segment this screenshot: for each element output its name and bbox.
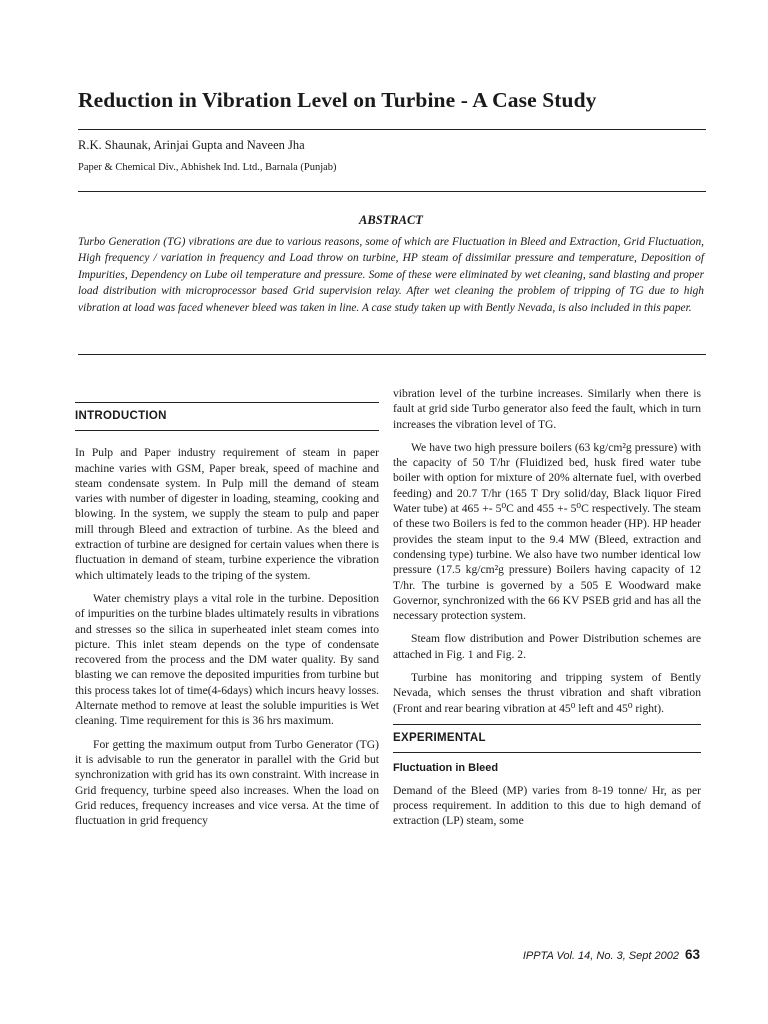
- author-list: R.K. Shaunak, Arinjai Gupta and Naveen Jha: [78, 138, 305, 152]
- body-paragraph: vibration level of the turbine increases. Similarly when there is fault at grid side Turbo generator also feed the fault, which in turn increases the vibration level of TG.: [393, 387, 701, 431]
- body-paragraph: Demand of the Bleed (MP) varies from 8-19 tonne/ Hr, as per process requirement. In addition to this due to high demand of extraction (LP) steam, some: [393, 783, 701, 828]
- body-paragraph: In Pulp and Paper industry requirement of steam in paper machine varies with GSM, Paper break, speed of machine and steam condensate system. In Pulp mill the demand of steam varies with number of digester in loading, steaming, cooking and blowing. In the system, we supply the steam to pulp and paper mill through Bleed and extraction of turbine. As the bleed and extraction of turbine are designed for certain values when there is fluctuation in demand of steam, turbine experience the vibration which ultimately leads to the triping of the system.: [75, 446, 379, 582]
- body-paragraph: Turbine has monitoring and tripping system of Bently Nevada, which senses the thrust vibration and shaft vibration (Front and rear bearing vibration at 45⁰ left and 45⁰ right).: [393, 671, 701, 715]
- abstract-heading: ABSTRACT: [359, 213, 423, 227]
- abstract-text: Turbo Generation (TG) vibrations are due to various reasons, some of which are Fluctuation in Bleed and Extraction, Grid Fluctuation, High frequency / variation in frequency and Load throw on turbine, HP steam of dissimilar pressure and temperature, Deposition of Impurities, Dependency on Lube oil temperature and pressure. Some of these were eliminated by wet cleaning, sand blasting and proper load distribution with microprocessor based Grid supervision relay. After wet cleaning the problem of tripping of TG due to high vibration at load was faced whenever bleed was taken in line. A case study taken up with Bently Nevada, is also included in this paper.: [78, 236, 704, 314]
- fluctuation-subheading: Fluctuation in Bleed: [393, 762, 499, 775]
- page-number: 63: [684, 947, 700, 962]
- right-column: [393, 386, 701, 836]
- section-rule: [75, 430, 379, 431]
- introduction-heading: INTRODUCTION: [75, 410, 167, 422]
- body-paragraph: Water chemistry plays a vital role in the turbine. Deposition of impurities on the turbine blades ultimately results in vibrations and stresses so the silica in superheated inlet steam comes into picture. This inlet steam depends on the type of condensate recovered from the process and the DM water quality. By sand blasting we can remove the deposited impurities from turbine but this process takes lot of time(4-6days) which incurs heavy losses. Alternate method to remove at least the soluble impurities is Wet cleaning. Time requirement for this is 36 hrs maximum.: [75, 591, 379, 728]
- header-rule: [78, 191, 706, 192]
- title-rule: [78, 129, 706, 130]
- section-rule: [75, 402, 379, 403]
- section-rule: [393, 724, 701, 725]
- body-paragraph: For getting the maximum output from Turbo Generator (TG) it is advisable to run the generator in parallel with the Grid but synchronization with grid has its own constraint. With increase in Grid frequency, turbine speed also increases. When the load on Grid reduces, frequency increases and vice versa. At the time of fluctuation in grid frequency: [75, 737, 379, 828]
- body-paragraph: Steam flow distribution and Power Distribution schemes are attached in Fig. 1 and Fig. 2.: [393, 632, 701, 661]
- section-rule: [393, 752, 701, 753]
- paper-title: Reduction in Vibration Level on Turbine - A Case Study: [78, 88, 597, 112]
- experimental-heading: EXPERIMENTAL: [393, 731, 486, 744]
- abstract-rule: [78, 354, 706, 355]
- page-footer: [470, 947, 700, 962]
- journal-citation: IPPTA Vol. 14, No. 3, Sept 2002: [522, 950, 679, 962]
- left-column: [75, 388, 379, 836]
- body-paragraph: We have two high pressure boilers (63 kg/cm²g pressure) with the capacity of 50 T/hr (Fluidized bed, husk fired water tube boiler with option for mixture of 20% alternate fuel, with overbed feeding) and 20.7 T/hr (165 T Dry solid/day, Black liquor Fired Water tube) at 465 +- 5⁰C and 455 +- 5⁰C respectively. The steam of these two Boilers is fed to the common header (HP). HP header provides the steam input to the 9.4 MW (Bleed, extraction and condensing type) turbine. We also have two number identical low pressure (17.5 kg/cm²g pressure) Boilers having capacity of 12 T/hr. The turbine is governed by a 505 E Woodward make Governor, synchronized with the 66 KV PSEB grid and has all the necessary protection system.: [393, 440, 701, 623]
- affiliation: Paper & Chemical Div., Abhishek Ind. Ltd., Barnala (Punjab): [78, 162, 337, 173]
